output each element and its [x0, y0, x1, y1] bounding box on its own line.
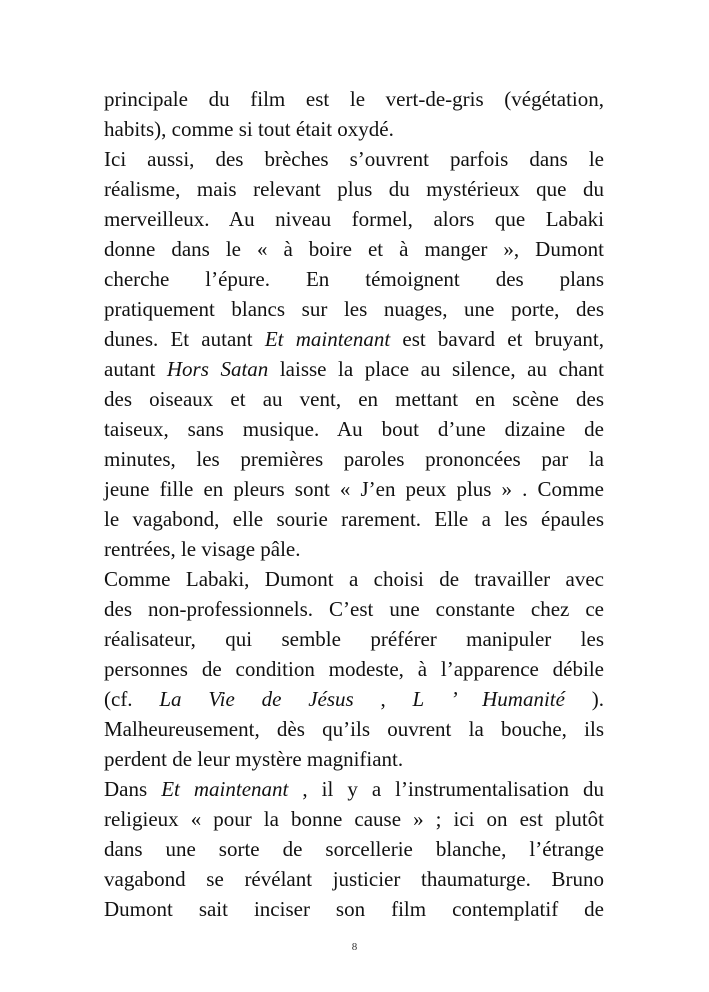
text-line [104, 294, 604, 324]
text-segment: le vagabond, elle sourie rarement. Elle a les épaules [104, 507, 604, 531]
text-segment: , [353, 687, 413, 711]
text-line [104, 234, 604, 264]
text-segment: cherche l’épure. En témoignent des plans [104, 267, 604, 291]
page-number: 8 [351, 941, 358, 953]
text-segment: habits), comme si tout était oxydé. [104, 117, 394, 141]
text-line [104, 204, 604, 234]
text-line [104, 534, 604, 564]
film-title: La Vie de Jésus [159, 687, 354, 711]
text-line [104, 744, 604, 774]
text-segment: est bavard et bruyant, [390, 327, 605, 351]
text-segment: Dans [104, 777, 162, 801]
text-line [104, 654, 604, 684]
text-line [104, 894, 604, 924]
text-segment: Dumont sait inciser son film contemplatif de [104, 897, 604, 921]
text-line [104, 774, 604, 804]
text-segment: ). [564, 687, 604, 711]
text-segment: (cf. [104, 687, 160, 711]
body-text [104, 84, 604, 924]
text-segment: Ici aussi, des brèches s’ouvrent parfois dans le [104, 147, 604, 171]
text-segment: dans une sorte de sorcellerie blanche, l’étrange [104, 837, 604, 861]
text-segment: autant [104, 357, 167, 381]
text-segment: des oiseaux et au vent, en mettant en scène des [104, 387, 604, 411]
text-line [104, 114, 604, 144]
film-title: Hors Satan [166, 357, 269, 381]
text-line [104, 804, 604, 834]
text-line [104, 684, 604, 714]
film-title: Et maintenant [161, 777, 289, 801]
text-line [104, 864, 604, 894]
film-title: L ’ Humanité [412, 687, 565, 711]
text-line [104, 144, 604, 174]
text-segment: merveilleux. Au niveau formel, alors que Labaki [104, 207, 604, 231]
text-segment: des non-professionnels. C’est une constante chez ce [104, 597, 604, 621]
text-segment: perdent de leur mystère magnifiant. [104, 747, 404, 771]
text-line [104, 564, 604, 594]
text-line [104, 834, 604, 864]
text-line [104, 324, 604, 354]
text-segment: rentrées, le visage pâle. [104, 537, 301, 561]
text-segment: religieux « pour la bonne cause » ; ici on est plutôt [104, 807, 604, 831]
text-line [104, 474, 604, 504]
text-line [104, 714, 604, 744]
text-segment: Comme Labaki, Dumont a choisi de travailler avec [104, 567, 604, 591]
text-line [104, 414, 604, 444]
text-line [104, 384, 604, 414]
text-line [104, 264, 604, 294]
text-segment: personnes de condition modeste, à l’apparence débile [104, 657, 604, 681]
text-line [104, 504, 604, 534]
text-segment: dunes. Et autant [104, 327, 265, 351]
film-title: Et maintenant [264, 327, 391, 351]
text-line [104, 594, 604, 624]
text-segment: Malheureusement, dès qu’ils ouvrent la bouche, ils [104, 717, 604, 741]
text-segment: réalisme, mais relevant plus du mystérieux que du [104, 177, 604, 201]
text-segment: taiseux, sans musique. Au bout d’une dizaine de [104, 417, 604, 441]
text-segment: principale du film est le vert-de-gris (végétation, [104, 87, 604, 111]
text-segment: , il y a l’instrumentalisation du [288, 777, 604, 801]
text-segment: jeune fille en pleurs sont « J’en peux plus » . Comme [104, 477, 604, 501]
text-segment: laisse la place au silence, au chant [268, 357, 604, 381]
text-line [104, 84, 604, 114]
text-line [104, 624, 604, 654]
text-segment: vagabond se révélant justicier thaumaturge. Bruno [104, 867, 604, 891]
text-line [104, 444, 604, 474]
text-segment: donne dans le « à boire et à manger », Dumont [104, 237, 604, 261]
text-segment: pratiquement blancs sur les nuages, une porte, des [104, 297, 604, 321]
text-line [104, 174, 604, 204]
text-segment: minutes, les premières paroles prononcées par la [104, 447, 604, 471]
text-line [104, 354, 604, 384]
text-segment: réalisateur, qui semble préférer manipuler les [104, 627, 604, 651]
